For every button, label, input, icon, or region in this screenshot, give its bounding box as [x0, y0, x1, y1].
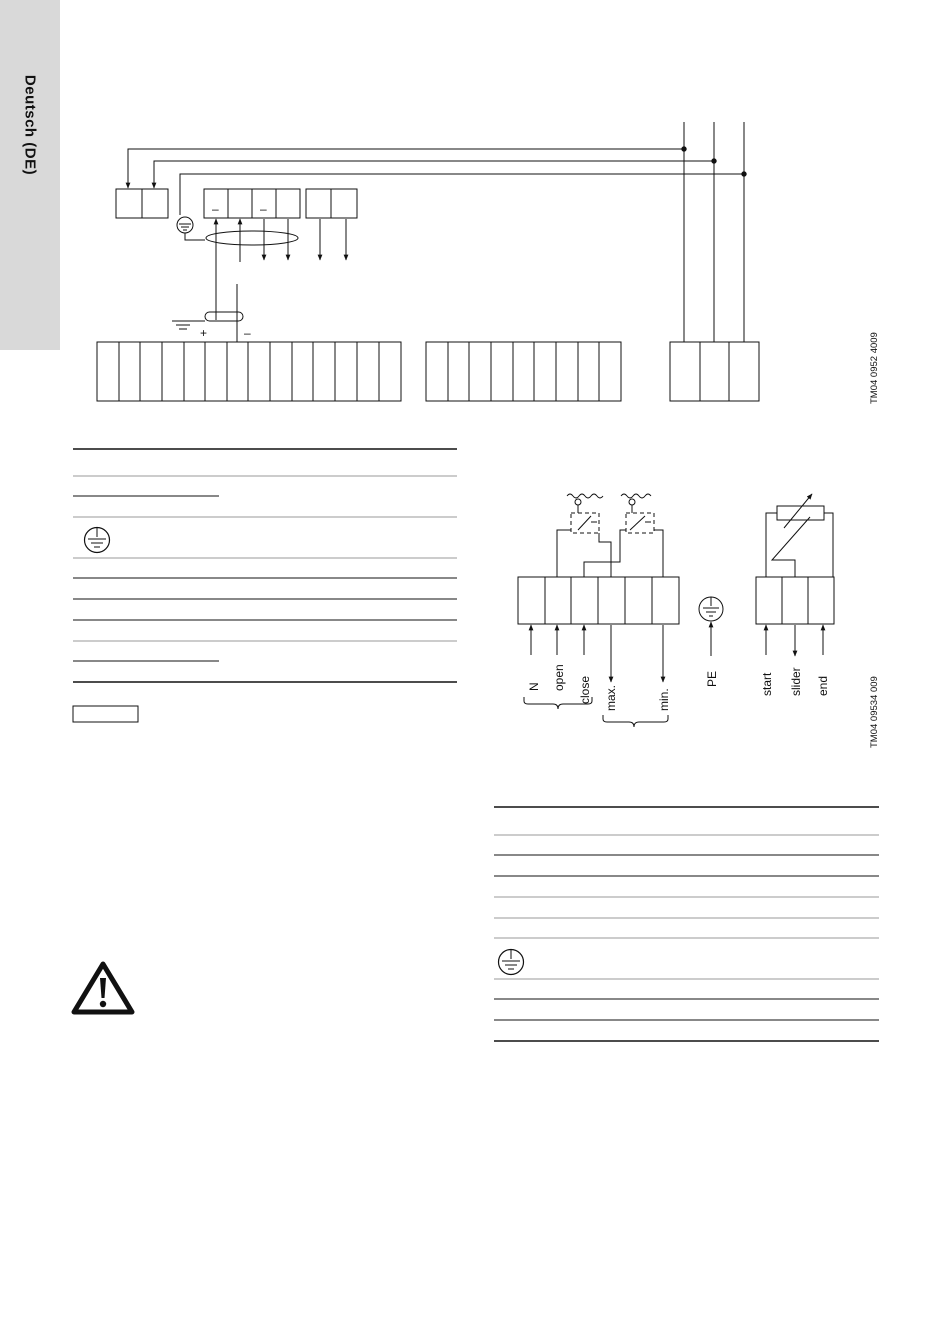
label-n: N [527, 682, 541, 691]
earth-icon [177, 217, 193, 233]
terminal-minus-2: – [260, 202, 267, 216]
language-label: Deutsch (DE) [21, 74, 39, 176]
pe-earth-icon [699, 597, 723, 621]
drawing-number-right: TM04 09534 009 [869, 676, 880, 748]
note-box [73, 706, 138, 722]
label-pe: PE [705, 670, 719, 687]
earth-symbol-icon [85, 528, 110, 553]
actuator-wiring-diagram [518, 494, 880, 748]
label-min: min. [657, 688, 671, 711]
label-close: close [578, 675, 592, 704]
terminal-minus-1: – [212, 202, 219, 216]
legend-table-left [73, 449, 457, 722]
legend-table-right [494, 807, 879, 1041]
drawing-number-top: TM04 0952 4009 [869, 332, 880, 404]
label-start: start [760, 672, 774, 696]
earth-symbol-icon-right [499, 950, 524, 975]
terminal-strip-b [426, 342, 621, 401]
label-max: max. [604, 684, 618, 711]
label-slider: slider [789, 667, 803, 696]
shield-plus-sign: + [200, 326, 208, 340]
label-end: end [816, 675, 830, 696]
shield-minus-sign: – [244, 326, 251, 340]
potentiometer-terminal-block [756, 577, 834, 624]
top-wiring-diagram [97, 122, 880, 404]
terminal-strip-a [97, 342, 401, 401]
warning-icon [74, 964, 132, 1012]
label-open: open [552, 664, 566, 691]
mains-terminal-strip [670, 342, 759, 401]
